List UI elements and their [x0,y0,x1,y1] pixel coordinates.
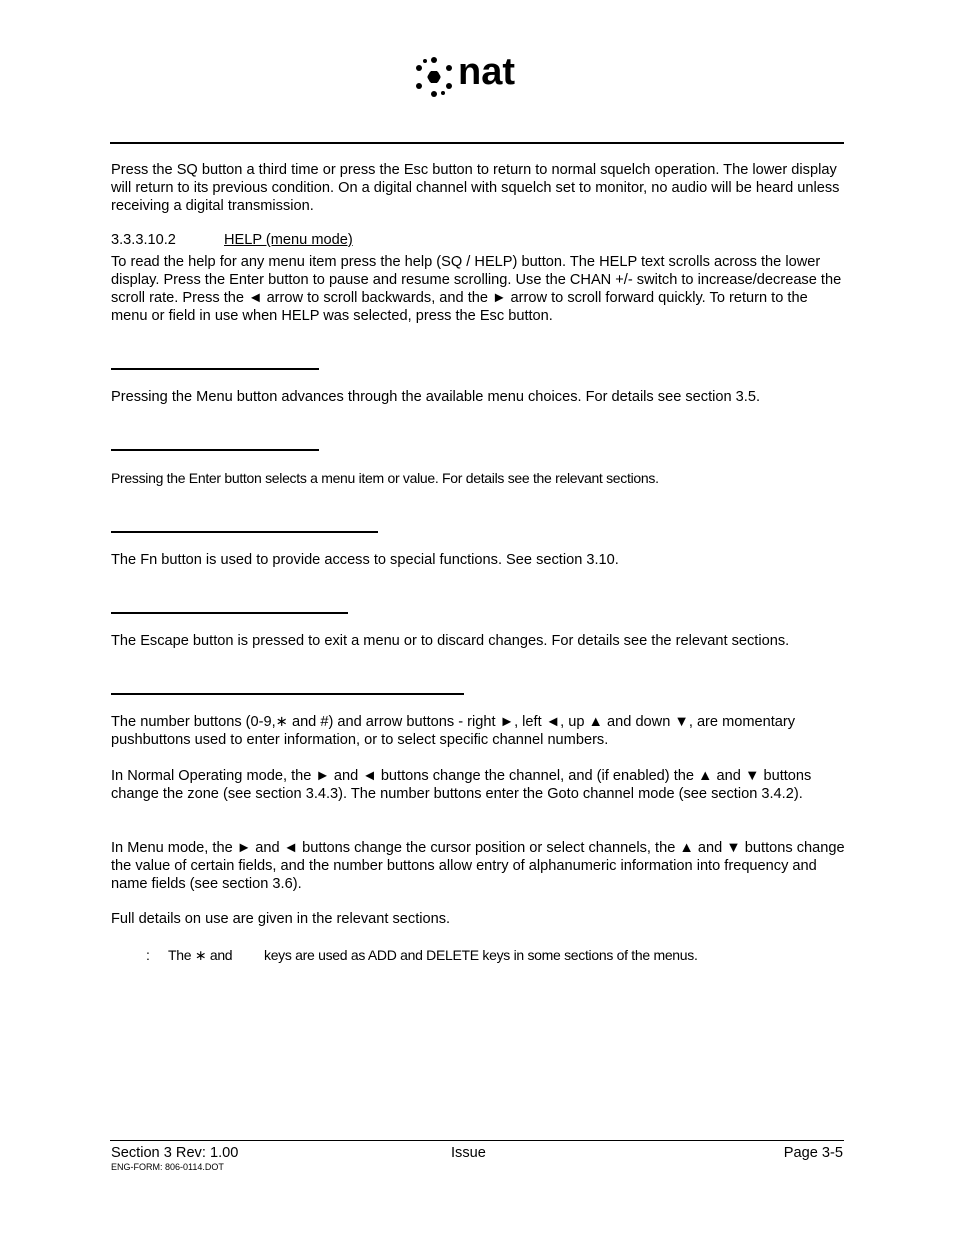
subsection-number: 3.3.3.10.2 [111,232,176,248]
number-buttons-paragraph-2: In Normal Operating mode, the ► and ◄ buttons change the channel, and (if enabled) the ▲ and ▼ buttons change the zone (see section 3.4.3). The number buttons enter the Goto channel mode (see section 3.4.2). [111,768,812,802]
fn-button-paragraph: The Fn button is used to provide access to special functions. See section 3.10. [111,552,619,568]
footer-page-number: Page 3-5 [783,1145,843,1161]
note-colon: : [146,947,150,963]
note-part-1: The ∗ and [168,947,233,963]
menu-heading-rule [111,368,319,370]
footer-issue: Issue [451,1145,486,1161]
escape-heading-rule [111,612,348,614]
note-part-2: keys are used as ADD and DELETE keys in some sections of the menus. [264,947,698,963]
footer-rule [110,1140,844,1141]
footer-form-id: ENG-FORM: 806-0114.DOT [111,1162,224,1172]
help-paragraph: To read the help for any menu item press the help (SQ / HELP) button. The HELP text scrolls across the lower display. Press the Enter button to pause and resume scrolling. Use the CHAN +/- switch to increase/decrease the scroll rate. Press the ◄ arrow to scroll backwards, and the ► arrow to scroll forward quickly. To return to the menu or field in use when HELP was selected, press the Esc button. [111,254,842,324]
number-buttons-paragraph-4: Full details on use are given in the relevant sections. [111,911,451,927]
number-buttons-heading-rule [111,693,464,695]
menu-button-paragraph: Pressing the Menu button advances through the available menu choices. For details see section 3.5. [111,389,761,405]
footer-section: Section 3 Rev: 1.00 [111,1145,239,1161]
note-line [146,947,698,964]
subsection-heading [111,232,353,248]
nat-logo [414,51,544,101]
logo-wordmark: nat [458,51,515,93]
enter-button-paragraph: Pressing the Enter button selects a menu item or value. For details see the relevant sections. [111,470,659,486]
starburst-icon [414,57,454,97]
header-rule [110,142,844,144]
enter-heading-rule [111,449,319,451]
subsection-title: HELP (menu mode) [224,232,353,248]
squelch-return-paragraph: Press the SQ button a third time or press the Esc button to return to normal squelch operation. The lower display will return to its previous condition. On a digital channel with squelch set to monitor, no audio will be heard unless receiving a digital transmission. [111,162,840,214]
number-buttons-paragraph-3: In Menu mode, the ► and ◄ buttons change the cursor position or select channels, the ▲ and ▼ buttons change the value of certain fields, and the number buttons allow entry of alphanumeric information into frequency and name fields (see section 3.6). [111,840,845,892]
fn-heading-rule [111,531,378,533]
number-buttons-paragraph-1: The number buttons (0-9,∗ and #) and arrow buttons - right ►, left ◄, up ▲ and down ▼, are momentary pushbuttons used to enter information, or to select specific channel numbers. [111,714,796,748]
escape-button-paragraph: The Escape button is pressed to exit a menu or to discard changes. For details see the relevant sections. [111,633,790,649]
